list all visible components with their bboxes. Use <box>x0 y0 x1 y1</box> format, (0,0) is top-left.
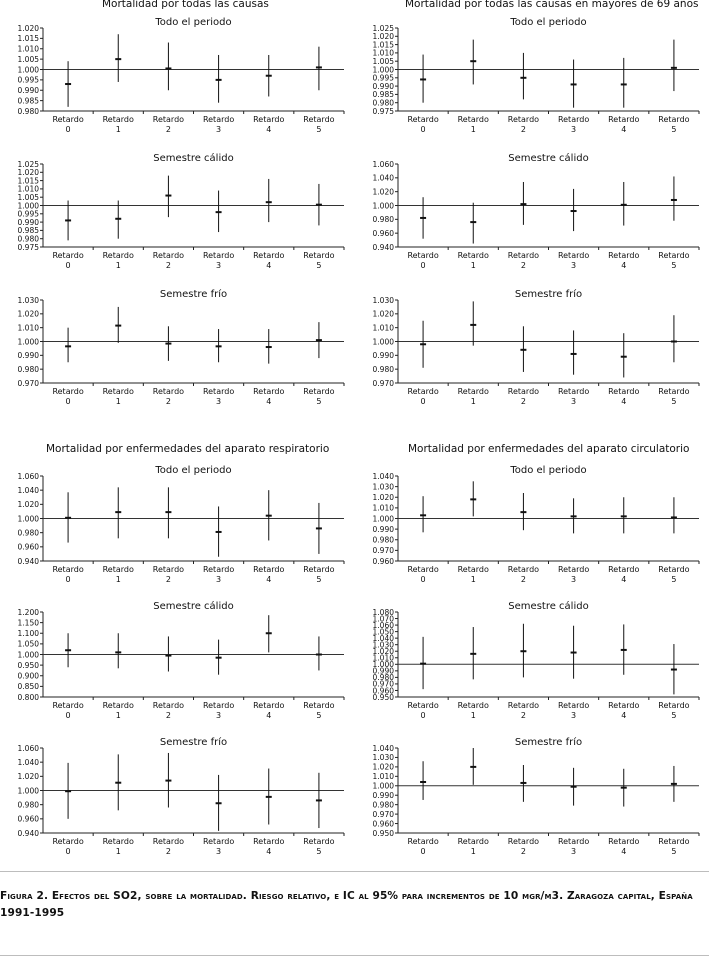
x-tick-label: Retardo <box>457 251 489 260</box>
x-tick-label: Retardo <box>102 837 134 846</box>
y-tick-label: 0.980 <box>17 364 39 374</box>
x-tick-label-number: 1 <box>470 847 476 856</box>
x-tick-label: Retardo <box>407 251 439 260</box>
y-tick-label: 0.990 <box>372 81 394 91</box>
chart-all-causes-semestre-calido <box>0 150 354 274</box>
x-tick-label: Retardo <box>608 565 640 574</box>
x-tick-label: Retardo <box>52 115 84 124</box>
x-tick-label-number: 5 <box>671 711 677 720</box>
y-tick-label: 0.980 <box>17 800 39 810</box>
x-tick-label-number: 2 <box>520 125 526 134</box>
y-tick-label: 0.980 <box>17 528 39 538</box>
x-tick-label: Retardo <box>507 387 540 396</box>
x-tick-label-number: 3 <box>571 125 577 134</box>
x-tick-label-number: 4 <box>266 711 272 720</box>
x-tick-label-number: 2 <box>165 847 171 856</box>
y-tick-label: 1.010 <box>372 323 394 333</box>
y-tick-label: 1.040 <box>372 633 394 643</box>
y-tick-label: 0.850 <box>17 682 39 692</box>
x-tick-label: Retardo <box>52 837 84 846</box>
y-tick-label: 1.000 <box>17 786 39 796</box>
x-tick-label: Retardo <box>457 565 489 574</box>
x-tick-label-number: 4 <box>266 397 272 406</box>
y-tick-label: 1.000 <box>17 650 39 660</box>
x-tick-label-number: 0 <box>65 125 71 134</box>
x-tick-label-number: 0 <box>420 847 426 856</box>
x-tick-label: Retardo <box>658 251 690 260</box>
x-tick-label: Retardo <box>407 115 439 124</box>
x-tick-label-number: 5 <box>316 125 322 134</box>
y-tick-label: 1.015 <box>17 176 39 186</box>
chart-title: Todo el periodo <box>510 465 587 476</box>
x-tick-label-number: 1 <box>470 397 476 406</box>
y-tick-label: 1.030 <box>372 753 394 763</box>
y-tick-label: 1.000 <box>17 337 39 347</box>
y-tick-label: 0.960 <box>372 556 394 566</box>
y-tick-label: 0.980 <box>372 535 394 545</box>
y-tick-label: 0.995 <box>17 209 39 219</box>
x-tick-label: Retardo <box>52 251 84 260</box>
x-tick-label-number: 2 <box>165 575 171 584</box>
x-tick-label: Retardo <box>102 251 134 260</box>
x-tick-label-number: 1 <box>115 847 121 856</box>
y-tick-label: 0.980 <box>372 215 394 225</box>
y-tick-label: 0.940 <box>17 556 39 566</box>
y-tick-label: 0.950 <box>17 660 39 670</box>
y-tick-label: 1.100 <box>17 629 39 639</box>
x-tick-label-number: 2 <box>165 397 171 406</box>
x-tick-label-number: 3 <box>216 711 222 720</box>
y-tick-label: 1.050 <box>372 627 394 637</box>
x-tick-label-number: 2 <box>520 575 526 584</box>
y-tick-label: 0.800 <box>17 692 39 702</box>
x-tick-label: Retardo <box>507 837 540 846</box>
x-tick-label-number: 2 <box>165 261 171 270</box>
y-tick-label: 1.060 <box>372 159 394 169</box>
y-tick-label: 0.980 <box>17 106 39 116</box>
x-tick-label-number: 5 <box>316 261 322 270</box>
x-tick-label-number: 0 <box>420 261 426 270</box>
x-tick-label-number: 1 <box>470 575 476 584</box>
x-tick-label: Retardo <box>507 115 540 124</box>
y-tick-label: 0.990 <box>17 217 39 227</box>
x-tick-label-number: 0 <box>420 397 426 406</box>
x-tick-label: Retardo <box>303 251 335 260</box>
chart-title: Semestre frío <box>159 737 228 748</box>
x-tick-label: Retardo <box>253 251 285 260</box>
x-tick-label: Retardo <box>102 701 134 710</box>
chart-respiratory-semestre-frio <box>0 734 354 860</box>
x-tick-label-number: 3 <box>571 575 577 584</box>
y-tick-label: 0.970 <box>372 378 394 388</box>
y-tick-label: 0.950 <box>372 692 394 702</box>
x-tick-label: Retardo <box>253 387 285 396</box>
y-tick-label: 0.970 <box>372 809 394 819</box>
y-tick-label: 0.975 <box>372 106 394 116</box>
x-tick-label-number: 3 <box>216 261 222 270</box>
x-tick-label: Retardo <box>202 251 235 260</box>
x-tick-label-number: 3 <box>216 125 222 134</box>
y-tick-label: 0.960 <box>17 542 39 552</box>
y-tick-label: 1.060 <box>372 620 394 630</box>
y-tick-label: 0.960 <box>372 686 394 696</box>
y-tick-label: 0.970 <box>372 679 394 689</box>
chart-over-69-semestre-frio <box>355 286 709 410</box>
y-tick-label: 0.960 <box>372 228 394 238</box>
section-title-all-causes-over-69: Mortalidad por todas las causas en mayores de 69 años <box>405 0 699 10</box>
x-tick-label: Retardo <box>557 115 590 124</box>
x-tick-label-number: 3 <box>571 397 577 406</box>
x-tick-label: Retardo <box>152 701 185 710</box>
x-tick-label-number: 0 <box>65 575 71 584</box>
x-tick-label: Retardo <box>52 387 84 396</box>
x-tick-label: Retardo <box>102 565 134 574</box>
y-tick-label: 1.000 <box>372 337 394 347</box>
x-tick-label: Retardo <box>102 387 134 396</box>
y-tick-label: 0.995 <box>17 75 39 85</box>
x-tick-label: Retardo <box>557 565 590 574</box>
y-tick-label: 1.020 <box>372 309 394 319</box>
y-tick-label: 1.030 <box>372 482 394 492</box>
y-tick-label: 0.970 <box>372 546 394 556</box>
figure-caption-block <box>0 871 709 957</box>
chart-title: Semestre cálido <box>508 601 589 612</box>
y-tick-label: 1.010 <box>372 772 394 782</box>
section-title-respiratory: Mortalidad por enfermedades del aparato respiratorio <box>46 443 330 455</box>
y-tick-label: 1.015 <box>17 34 39 44</box>
chart-title: Semestre frío <box>514 737 583 748</box>
x-tick-label-number: 0 <box>65 711 71 720</box>
x-tick-label-number: 1 <box>470 125 476 134</box>
x-tick-label: Retardo <box>303 115 335 124</box>
y-tick-label: 1.025 <box>17 159 39 169</box>
x-tick-label-number: 0 <box>65 397 71 406</box>
x-tick-label: Retardo <box>407 387 439 396</box>
y-tick-label: 1.050 <box>17 639 39 649</box>
x-tick-label: Retardo <box>457 387 489 396</box>
x-tick-label-number: 0 <box>65 261 71 270</box>
x-tick-label: Retardo <box>507 565 540 574</box>
x-tick-label: Retardo <box>608 251 640 260</box>
x-tick-label-number: 3 <box>571 711 577 720</box>
x-tick-label-number: 2 <box>165 711 171 720</box>
chart-circulatory-todo-el-periodo <box>355 462 709 588</box>
chart-over-69-todo-el-periodo <box>355 14 709 138</box>
x-tick-label-number: 2 <box>520 397 526 406</box>
y-tick-label: 1.040 <box>17 757 39 767</box>
y-tick-label: 1.025 <box>372 23 394 33</box>
y-tick-label: 1.000 <box>372 781 394 791</box>
x-tick-label: Retardo <box>457 837 489 846</box>
x-tick-label-number: 5 <box>671 575 677 584</box>
x-tick-label: Retardo <box>253 115 285 124</box>
x-tick-label: Retardo <box>608 701 640 710</box>
y-tick-label: 1.020 <box>17 309 39 319</box>
chart-title: Semestre cálido <box>153 153 234 164</box>
x-tick-label-number: 1 <box>115 261 121 270</box>
y-tick-label: 1.020 <box>17 23 39 33</box>
x-tick-label: Retardo <box>608 837 640 846</box>
y-tick-label: 1.000 <box>17 514 39 524</box>
y-tick-label: 0.990 <box>372 666 394 676</box>
chart-title: Semestre cálido <box>508 153 589 164</box>
y-tick-label: 1.000 <box>17 201 39 211</box>
x-tick-label-number: 5 <box>316 847 322 856</box>
chart-all-causes-todo-el-periodo <box>0 14 354 138</box>
x-tick-label: Retardo <box>202 387 235 396</box>
y-tick-label: 0.980 <box>372 98 394 108</box>
x-tick-label: Retardo <box>202 565 235 574</box>
chart-title: Todo el periodo <box>155 17 232 28</box>
y-tick-label: 0.985 <box>17 226 39 236</box>
y-tick-label: 1.200 <box>17 607 39 617</box>
x-tick-label-number: 2 <box>520 261 526 270</box>
caption-rule-bottom <box>0 955 709 956</box>
x-tick-label: Retardo <box>253 837 285 846</box>
y-tick-label: 1.040 <box>372 743 394 753</box>
chart-over-69-semestre-calido <box>355 150 709 274</box>
y-tick-label: 1.005 <box>17 193 39 202</box>
y-tick-label: 1.010 <box>372 653 394 663</box>
y-tick-label: 0.980 <box>372 800 394 810</box>
x-tick-label-number: 0 <box>420 711 426 720</box>
y-tick-label: 1.010 <box>17 44 39 54</box>
y-tick-label: 0.985 <box>17 96 39 106</box>
x-tick-label-number: 5 <box>671 847 677 856</box>
x-tick-label-number: 5 <box>316 575 322 584</box>
x-tick-label-number: 4 <box>266 575 272 584</box>
y-tick-label: 0.990 <box>372 351 394 361</box>
chart-respiratory-semestre-calido <box>0 598 354 724</box>
x-tick-label: Retardo <box>557 251 590 260</box>
x-tick-label: Retardo <box>152 115 185 124</box>
figure-caption: Figura 2. Efectos del SO2, sobre la mortalidad. Riesgo relativo, e IC al 95% para incrementos de 10 μgr/m3. Zaragoza capital, España 1991-1995 <box>0 890 693 919</box>
y-tick-label: 1.000 <box>372 65 394 75</box>
y-tick-label: 1.010 <box>372 503 394 513</box>
x-tick-label: Retardo <box>557 701 590 710</box>
x-tick-label-number: 2 <box>520 847 526 856</box>
x-tick-label: Retardo <box>457 701 489 710</box>
x-tick-label: Retardo <box>303 387 335 396</box>
x-tick-label-number: 0 <box>420 575 426 584</box>
y-tick-label: 1.030 <box>372 640 394 650</box>
chart-title: Semestre cálido <box>153 601 234 612</box>
x-tick-label-number: 1 <box>115 711 121 720</box>
y-tick-label: 0.960 <box>372 819 394 829</box>
x-tick-label-number: 1 <box>470 261 476 270</box>
x-tick-label: Retardo <box>407 565 439 574</box>
x-tick-label-number: 4 <box>621 575 627 584</box>
y-tick-label: 1.015 <box>372 40 394 50</box>
x-tick-label-number: 3 <box>216 847 222 856</box>
chart-title: Todo el periodo <box>155 465 232 476</box>
x-tick-label-number: 0 <box>420 125 426 134</box>
y-tick-label: 1.010 <box>17 184 39 194</box>
y-tick-label: 1.020 <box>17 772 39 782</box>
y-tick-label: 1.150 <box>17 618 39 628</box>
y-tick-label: 1.020 <box>17 168 39 178</box>
x-tick-label-number: 2 <box>520 711 526 720</box>
x-tick-label-number: 5 <box>671 261 677 270</box>
x-tick-label-number: 1 <box>115 397 121 406</box>
x-tick-label: Retardo <box>202 701 235 710</box>
x-tick-label-number: 4 <box>621 397 627 406</box>
y-tick-label: 1.005 <box>372 57 394 66</box>
chart-title: Semestre frío <box>514 289 583 300</box>
x-tick-label: Retardo <box>202 115 235 124</box>
x-tick-label: Retardo <box>507 701 540 710</box>
y-tick-label: 1.020 <box>372 187 394 197</box>
y-tick-label: 0.985 <box>372 90 394 100</box>
y-tick-label: 1.060 <box>17 743 39 753</box>
x-tick-label: Retardo <box>407 701 439 710</box>
y-tick-label: 0.940 <box>17 828 39 838</box>
y-tick-label: 1.010 <box>17 323 39 333</box>
x-tick-label-number: 3 <box>216 397 222 406</box>
y-tick-label: 1.000 <box>17 65 39 75</box>
y-tick-label: 1.040 <box>372 173 394 183</box>
y-tick-label: 0.975 <box>17 242 39 252</box>
y-tick-label: 1.070 <box>372 614 394 624</box>
y-tick-label: 0.900 <box>17 671 39 681</box>
x-tick-label: Retardo <box>253 565 285 574</box>
y-tick-label: 0.940 <box>372 242 394 252</box>
x-tick-label-number: 4 <box>621 125 627 134</box>
y-tick-label: 0.980 <box>372 364 394 374</box>
x-tick-label: Retardo <box>457 115 489 124</box>
x-tick-label: Retardo <box>202 837 235 846</box>
x-tick-label: Retardo <box>658 115 690 124</box>
x-tick-label: Retardo <box>253 701 285 710</box>
y-tick-label: 0.990 <box>372 524 394 534</box>
x-tick-label-number: 1 <box>115 125 121 134</box>
y-tick-label: 0.960 <box>17 814 39 824</box>
x-tick-label: Retardo <box>102 115 134 124</box>
x-tick-label: Retardo <box>303 837 335 846</box>
x-tick-label-number: 5 <box>316 397 322 406</box>
x-tick-label: Retardo <box>303 701 335 710</box>
x-tick-label-number: 4 <box>621 261 627 270</box>
y-tick-label: 1.030 <box>17 295 39 305</box>
x-tick-label-number: 1 <box>115 575 121 584</box>
y-tick-label: 0.950 <box>372 828 394 838</box>
y-tick-label: 1.020 <box>372 762 394 772</box>
x-tick-label-number: 4 <box>266 847 272 856</box>
y-tick-label: 1.000 <box>372 514 394 524</box>
section-title-circulatory: Mortalidad por enfermedades del aparato circulatorio <box>408 443 690 455</box>
x-tick-label-number: 4 <box>266 125 272 134</box>
y-tick-label: 1.020 <box>372 32 394 42</box>
x-tick-label-number: 4 <box>621 711 627 720</box>
y-tick-label: 0.990 <box>17 351 39 361</box>
x-tick-label-number: 4 <box>266 261 272 270</box>
x-tick-label: Retardo <box>152 837 185 846</box>
x-tick-label: Retardo <box>658 701 690 710</box>
y-tick-label: 0.990 <box>17 86 39 96</box>
caption-rule-top <box>0 871 709 872</box>
x-tick-label: Retardo <box>658 387 690 396</box>
y-tick-label: 0.970 <box>17 378 39 388</box>
y-tick-label: 1.000 <box>372 660 394 670</box>
x-tick-label: Retardo <box>658 837 690 846</box>
x-tick-label: Retardo <box>557 837 590 846</box>
x-tick-label-number: 2 <box>165 125 171 134</box>
x-tick-label-number: 0 <box>65 847 71 856</box>
y-tick-label: 1.000 <box>372 201 394 211</box>
y-tick-label: 1.040 <box>17 485 39 495</box>
x-tick-label: Retardo <box>407 837 439 846</box>
x-tick-label: Retardo <box>152 387 185 396</box>
y-tick-label: 1.060 <box>17 471 39 481</box>
x-tick-label: Retardo <box>507 251 540 260</box>
y-tick-label: 0.980 <box>372 673 394 683</box>
y-tick-label: 1.020 <box>17 500 39 510</box>
y-tick-label: 1.040 <box>372 471 394 481</box>
section-title-all-causes: Mortalidad por todas las causas <box>102 0 269 10</box>
chart-circulatory-semestre-frio <box>355 734 709 860</box>
chart-title: Semestre frío <box>159 289 228 300</box>
x-tick-label-number: 3 <box>571 847 577 856</box>
y-tick-label: 1.020 <box>372 493 394 503</box>
x-tick-label-number: 3 <box>216 575 222 584</box>
x-tick-label-number: 5 <box>671 125 677 134</box>
x-tick-label: Retardo <box>557 387 590 396</box>
y-tick-label: 1.080 <box>372 607 394 617</box>
y-tick-label: 0.990 <box>372 791 394 801</box>
y-tick-label: 1.030 <box>372 295 394 305</box>
x-tick-label-number: 3 <box>571 261 577 270</box>
chart-title: Todo el periodo <box>510 17 587 28</box>
x-tick-label-number: 5 <box>671 397 677 406</box>
x-tick-label: Retardo <box>658 565 690 574</box>
x-tick-label-number: 1 <box>470 711 476 720</box>
chart-all-causes-semestre-frio <box>0 286 354 410</box>
chart-circulatory-semestre-calido <box>355 598 709 724</box>
x-tick-label: Retardo <box>152 565 185 574</box>
x-tick-label: Retardo <box>52 701 84 710</box>
y-tick-label: 1.005 <box>17 54 39 64</box>
x-tick-label-number: 5 <box>316 711 322 720</box>
x-tick-label: Retardo <box>52 565 84 574</box>
x-tick-label: Retardo <box>303 565 335 574</box>
y-tick-label: 1.010 <box>372 48 394 58</box>
chart-respiratory-todo-el-periodo <box>0 462 354 588</box>
y-tick-label: 0.995 <box>372 73 394 83</box>
y-tick-label: 1.020 <box>372 647 394 657</box>
x-tick-label: Retardo <box>152 251 185 260</box>
x-tick-label: Retardo <box>608 115 640 124</box>
y-tick-label: 0.980 <box>17 234 39 244</box>
x-tick-label: Retardo <box>608 387 640 396</box>
x-tick-label-number: 4 <box>621 847 627 856</box>
